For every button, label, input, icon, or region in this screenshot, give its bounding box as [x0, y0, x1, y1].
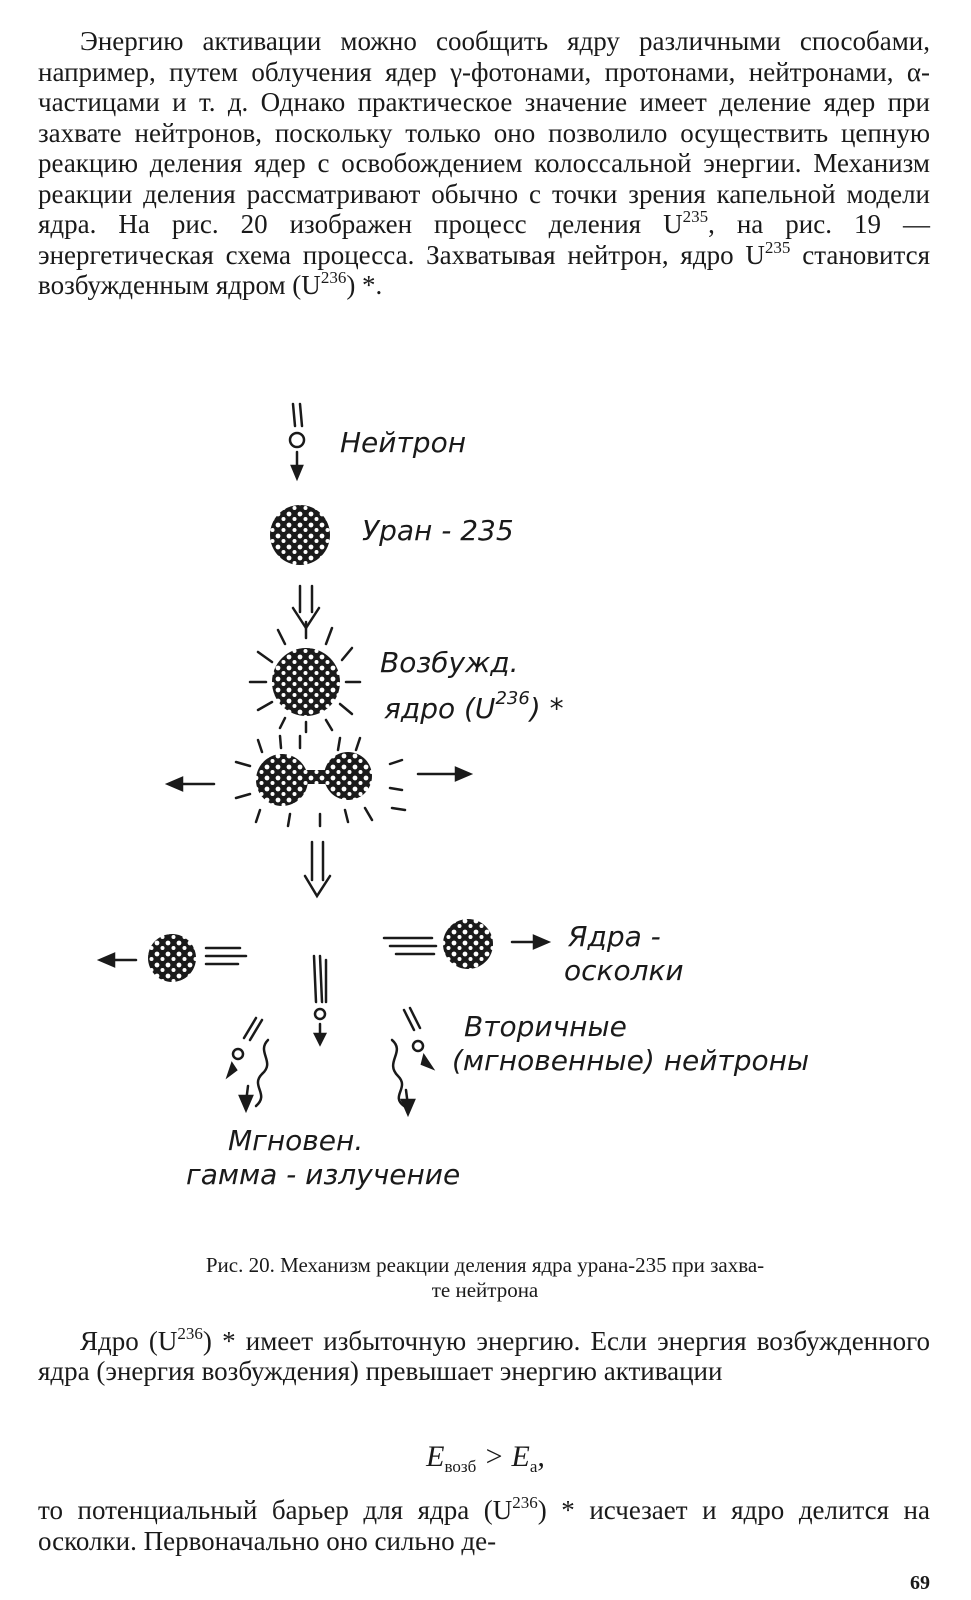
paragraph-barrier [38, 1495, 930, 1556]
formula-end: , [537, 1440, 545, 1473]
paragraph-intro-text-c: становится возбужденным ядром (U [38, 239, 930, 300]
label-excited-text: ядро (U [384, 692, 496, 725]
figure-caption [90, 1253, 880, 1303]
hollow-arrow-down-icon [305, 842, 330, 896]
formula-lhs: E [426, 1440, 445, 1473]
superscript-236: 236 [320, 268, 347, 287]
caption-line2: те нейтрона [431, 1278, 539, 1302]
arrow-left-icon [168, 778, 214, 790]
excited-nucleus-icon [250, 622, 360, 732]
uranium-235-nucleus-icon [270, 505, 330, 565]
fission-diagram [0, 390, 971, 1240]
secondary-neutron-left-icon [228, 1018, 268, 1110]
label-neutron: Нейтрон [340, 426, 466, 459]
secondary-neutron-right-icon [392, 1008, 432, 1114]
label-fragments-line1: Ядра - [568, 920, 661, 953]
label-gamma-line2: гамма - излучение [186, 1158, 461, 1191]
label-secondary-line1: Вторичные [464, 1010, 627, 1043]
formula-rhs-sub: а [529, 1457, 538, 1476]
label-uranium-235: Уран - 235 [362, 514, 514, 547]
paragraph3-text-b: ) * исчезает и ядро делится на осколки. Первоначально оно сильно де- [38, 1495, 930, 1556]
superscript-235: 235 [764, 237, 791, 257]
paragraph-intro-text-b: , на рис. 19 — энергетическая схема процесса. Захватывая нейтрон, ядро U [38, 209, 930, 270]
arrow-right-icon [418, 768, 470, 780]
formula-excitation-condition [0, 1440, 971, 1477]
label-excited-line2 [384, 688, 564, 725]
paragraph2-text-b: ) * имеет избыточную энергию. Если энергия возбужденного ядра (энергия возбуждения) превышает энергию активации [38, 1326, 930, 1386]
label-fragments-line2: осколки [564, 954, 684, 987]
paragraph-excess-energy [38, 1326, 930, 1386]
fragment-nucleus-left-icon [100, 934, 246, 982]
label-excited-sup: 236 [495, 688, 530, 709]
paragraph2-text-a: Ядро (U [80, 1326, 178, 1356]
label-secondary-line2: (мгновенные) нейтроны [452, 1044, 810, 1077]
formula-lhs-sub: возб [444, 1457, 477, 1476]
paragraph-intro [38, 26, 930, 301]
label-gamma-line1: Мгновен. [228, 1124, 364, 1157]
formula-operator: > [476, 1440, 512, 1473]
incoming-neutron-icon [290, 404, 304, 478]
paragraph3-text-a: то потенциальный барьер для ядра (U [38, 1495, 513, 1525]
caption-line1: Рис. 20. Механизм реакции деления ядра урана-235 при захва- [205, 1253, 765, 1277]
fragment-nucleus-right-icon [384, 919, 548, 969]
paragraph-intro-text-a: Энергию активации можно сообщить ядру различными способами, например, путем облучения ядер γ-фотонами, протонами, нейтронами, α-частицами и т. д. Однако практическое значение имеет деление ядер при захвате нейтронов, поскольку только оно позволило осуществить цепную реакцию деления ядер с освобождением колоссальной энергии. Механизм реакции деления рассматривают обычно с точки зрения капельной модели ядра. На рис. 20 изображен процесс деления U [38, 26, 930, 239]
label-excited-end: ) * [529, 692, 564, 725]
superscript-236: 236 [512, 1493, 538, 1512]
superscript-235: 235 [682, 207, 709, 226]
secondary-neutron-center-icon [314, 956, 326, 1044]
formula-rhs: E [511, 1440, 530, 1473]
paragraph-intro-text-d: ) *. [346, 270, 383, 300]
label-excited-line1: Возбужд. [380, 646, 519, 679]
superscript-236: 236 [177, 1324, 203, 1343]
splitting-nucleus-icon [236, 736, 405, 826]
page-number: 69 [910, 1572, 930, 1594]
